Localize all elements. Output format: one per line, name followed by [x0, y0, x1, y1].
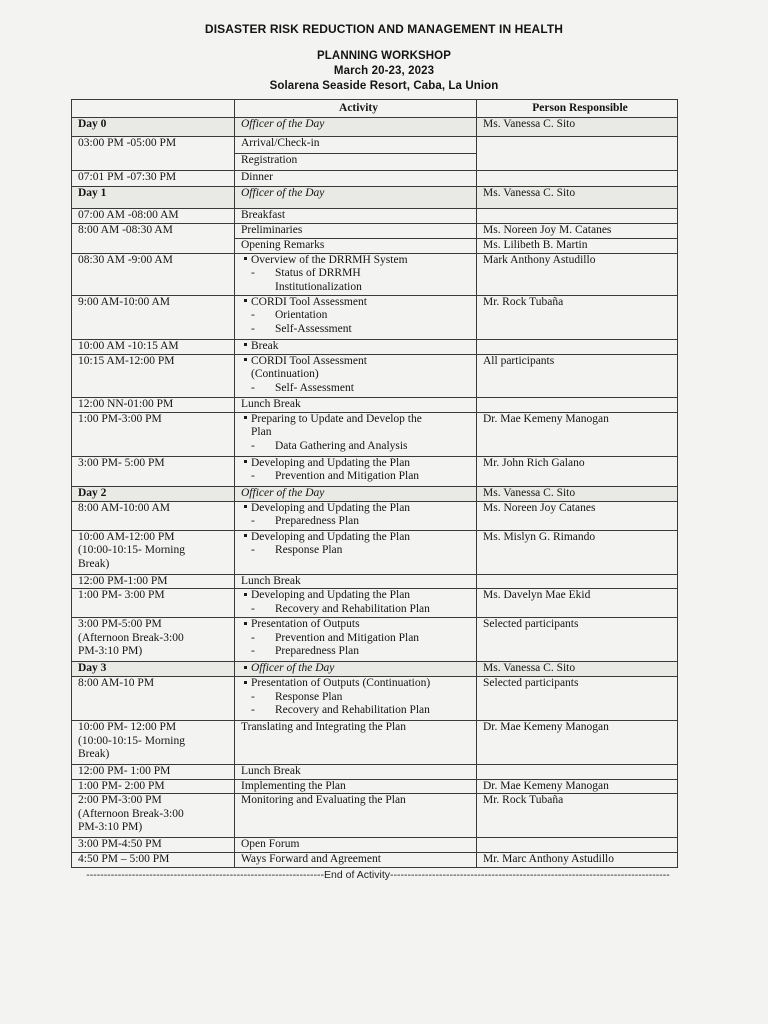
table-row: [72, 456, 678, 486]
person-cell: Ms. Vanessa C. Sito: [477, 118, 678, 137]
activity-cell: CORDI Tool Assessment - Orientation - Self-Assessment: [235, 295, 477, 339]
time-header: [72, 100, 235, 118]
person-cell: Ms. Vanessa C. Sito: [477, 187, 678, 209]
table-row: [72, 339, 678, 354]
table-row: [72, 171, 678, 187]
activity-cell: Developing and Updating the Plan - Preparedness Plan: [235, 501, 477, 530]
activity-cell: Lunch Break: [235, 765, 477, 780]
table-row: [72, 853, 678, 868]
time-cell: 1:00 PM- 3:00 PM: [72, 589, 235, 618]
bullet-icon: [244, 622, 247, 625]
person-cell: Mr. Rock Tubaña: [477, 794, 678, 838]
dash-rule-right: --------------------------------------------------------------------------------: [390, 869, 670, 881]
person-cell: Ms. Mislyn G. Rimando: [477, 530, 678, 574]
person-cell: Mr. Rock Tubaña: [477, 295, 678, 339]
time-cell: 2:00 PM-3:00 PM (Afternoon Break-3:00 PM-3:10 PM): [72, 794, 235, 838]
time-cell: 3:00 PM-5:00 PM (Afternoon Break-3:00 PM-3:10 PM): [72, 618, 235, 662]
activity-cell: Presentation of Outputs - Prevention and Mitigation Plan - Preparedness Plan: [235, 618, 477, 662]
activity-cell: CORDI Tool Assessment (Continuation) - Self- Assessment: [235, 354, 477, 397]
activity-cell: Open Forum: [235, 838, 477, 853]
table-row: [72, 574, 678, 589]
activity-cell: Dinner: [235, 171, 477, 187]
time-cell: 10:00 AM-12:00 PM (10:00-10:15- Morning Break): [72, 530, 235, 574]
person-cell: Dr. Mae Kemeny Manogan: [477, 412, 678, 456]
bullet-icon: [244, 257, 247, 260]
person-cell: Ms. Lilibeth B. Martin: [477, 238, 678, 253]
person-cell: Ms. Davelyn Mae Ekid: [477, 589, 678, 618]
time-cell: 8:00 AM -08:30 AM: [72, 223, 235, 253]
table-row: [72, 209, 678, 224]
person-cell: Ms. Noreen Joy Catanes: [477, 501, 678, 530]
table-row: [72, 779, 678, 794]
table-row: [72, 721, 678, 765]
time-cell: 1:00 PM- 2:00 PM: [72, 779, 235, 794]
bullet-icon: [244, 593, 247, 596]
person-cell: Ms. Vanessa C. Sito: [477, 662, 678, 677]
table-header-row: [72, 100, 678, 118]
activity-cell: Officer of the Day: [235, 187, 477, 209]
time-cell: 1:00 PM-3:00 PM: [72, 412, 235, 456]
bullet-icon: [244, 505, 247, 508]
day-label: Day 2: [72, 486, 235, 501]
table-row: [72, 397, 678, 412]
activity-cell: Developing and Updating the Plan - Prevention and Mitigation Plan: [235, 456, 477, 486]
time-cell: 12:00 PM- 1:00 PM: [72, 765, 235, 780]
time-cell: 10:00 PM- 12:00 PM (10:00-10:15- Morning Break): [72, 721, 235, 765]
activity-header: Activity: [235, 100, 477, 118]
person-cell: [477, 838, 678, 853]
activity-cell: Registration: [235, 154, 477, 171]
table-row: [72, 223, 678, 238]
time-cell: 10:15 AM-12:00 PM: [72, 354, 235, 397]
activity-cell: Developing and Updating the Plan - Response Plan: [235, 530, 477, 574]
time-cell: 3:00 PM- 5:00 PM: [72, 456, 235, 486]
activity-cell: Breakfast: [235, 209, 477, 224]
activity-cell: Preparing to Update and Develop the Plan - Data Gathering and Analysis: [235, 412, 477, 456]
day-row: [72, 486, 678, 501]
table-row: [72, 412, 678, 456]
table-row: [72, 794, 678, 838]
time-cell: 8:00 AM-10 PM: [72, 677, 235, 721]
bullet-icon: [244, 358, 247, 361]
person-cell: [477, 574, 678, 589]
bullet-icon: [244, 299, 247, 302]
activity-cell: Presentation of Outputs (Continuation) - Response Plan - Recovery and Rehabilitation Plan: [235, 677, 477, 721]
table-row: [72, 253, 678, 295]
dash-rule-left: --------------------------------------------------------------------: [86, 869, 325, 881]
document-title: DISASTER RISK REDUCTION AND MANAGEMENT IN HEALTH: [204, 22, 564, 36]
bullet-icon: [244, 534, 247, 537]
activity-cell: Lunch Break: [235, 397, 477, 412]
activity-cell: Developing and Updating the Plan - Recovery and Rehabilitation Plan: [235, 589, 477, 618]
person-cell: Dr. Mae Kemeny Manogan: [477, 779, 678, 794]
time-cell: 03:00 PM -05:00 PM: [72, 137, 235, 171]
day-label: Day 0: [72, 118, 235, 137]
table-row: [72, 137, 678, 154]
activity-cell: Translating and Integrating the Plan: [235, 721, 477, 765]
bullet-icon: [244, 681, 247, 684]
person-cell: [477, 137, 678, 171]
time-cell: 9:00 AM-10:00 AM: [72, 295, 235, 339]
table-row: [72, 530, 678, 574]
time-cell: 08:30 AM -9:00 AM: [72, 253, 235, 295]
day-row: [72, 662, 678, 677]
person-header: Person Responsible: [477, 100, 678, 118]
person-cell: [477, 765, 678, 780]
time-cell: 10:00 AM -10:15 AM: [72, 339, 235, 354]
activity-cell: Arrival/Check-in: [235, 137, 477, 154]
activity-cell: Overview of the DRRMH System - Status of DRRMH Institutionalization: [235, 253, 477, 295]
activity-cell: Opening Remarks: [235, 238, 477, 253]
time-cell: 8:00 AM-10:00 AM: [72, 501, 235, 530]
workshop-venue: Solarena Seaside Resort, Caba, La Union: [269, 80, 499, 92]
table-row: [72, 501, 678, 530]
activity-cell: Monitoring and Evaluating the Plan: [235, 794, 477, 838]
person-cell: Mr. John Rich Galano: [477, 456, 678, 486]
person-cell: All participants: [477, 354, 678, 397]
bullet-icon: [244, 416, 247, 419]
activity-cell: Ways Forward and Agreement: [235, 853, 477, 868]
workshop-name: PLANNING WORKSHOP: [317, 50, 451, 62]
end-of-activity-line: [78, 869, 678, 881]
time-cell: 4:50 PM – 5:00 PM: [72, 853, 235, 868]
table-row: [72, 618, 678, 662]
person-cell: [477, 171, 678, 187]
person-cell: [477, 209, 678, 224]
table-row: [72, 295, 678, 339]
time-cell: 12:00 NN-01:00 PM: [72, 397, 235, 412]
end-of-activity-text: End of Activity: [324, 869, 390, 881]
day-label: Day 3: [72, 662, 235, 677]
table-row: [72, 354, 678, 397]
person-cell: [477, 397, 678, 412]
time-cell: 07:01 PM -07:30 PM: [72, 171, 235, 187]
activity-cell: Officer of the Day: [235, 486, 477, 501]
activity-cell: Lunch Break: [235, 574, 477, 589]
time-cell: 12:00 PM-1:00 PM: [72, 574, 235, 589]
person-cell: Ms. Noreen Joy M. Catanes: [477, 223, 678, 238]
bullet-icon: [244, 666, 247, 669]
activity-cell: Officer of the Day: [235, 662, 477, 677]
person-cell: Dr. Mae Kemeny Manogan: [477, 721, 678, 765]
person-cell: Selected participants: [477, 677, 678, 721]
workshop-dates: March 20-23, 2023: [333, 65, 435, 77]
bullet-icon: [244, 460, 247, 463]
table-row: [72, 677, 678, 721]
activity-cell: Break: [235, 339, 477, 354]
day-row: [72, 187, 678, 209]
person-cell: Ms. Vanessa C. Sito: [477, 486, 678, 501]
day-label: Day 1: [72, 187, 235, 209]
activity-cell: Implementing the Plan: [235, 779, 477, 794]
person-cell: Mr. Marc Anthony Astudillo: [477, 853, 678, 868]
time-cell: 3:00 PM-4:50 PM: [72, 838, 235, 853]
activity-cell: Preliminaries: [235, 223, 477, 238]
person-cell: Mark Anthony Astudillo: [477, 253, 678, 295]
bullet-icon: [244, 343, 247, 346]
day-row: [72, 118, 678, 137]
table-row: [72, 838, 678, 853]
person-cell: Selected participants: [477, 618, 678, 662]
table-row: [72, 765, 678, 780]
person-cell: [477, 339, 678, 354]
schedule-table: [71, 99, 678, 868]
table-row: [72, 589, 678, 618]
activity-cell: Officer of the Day: [235, 118, 477, 137]
time-cell: 07:00 AM -08:00 AM: [72, 209, 235, 224]
